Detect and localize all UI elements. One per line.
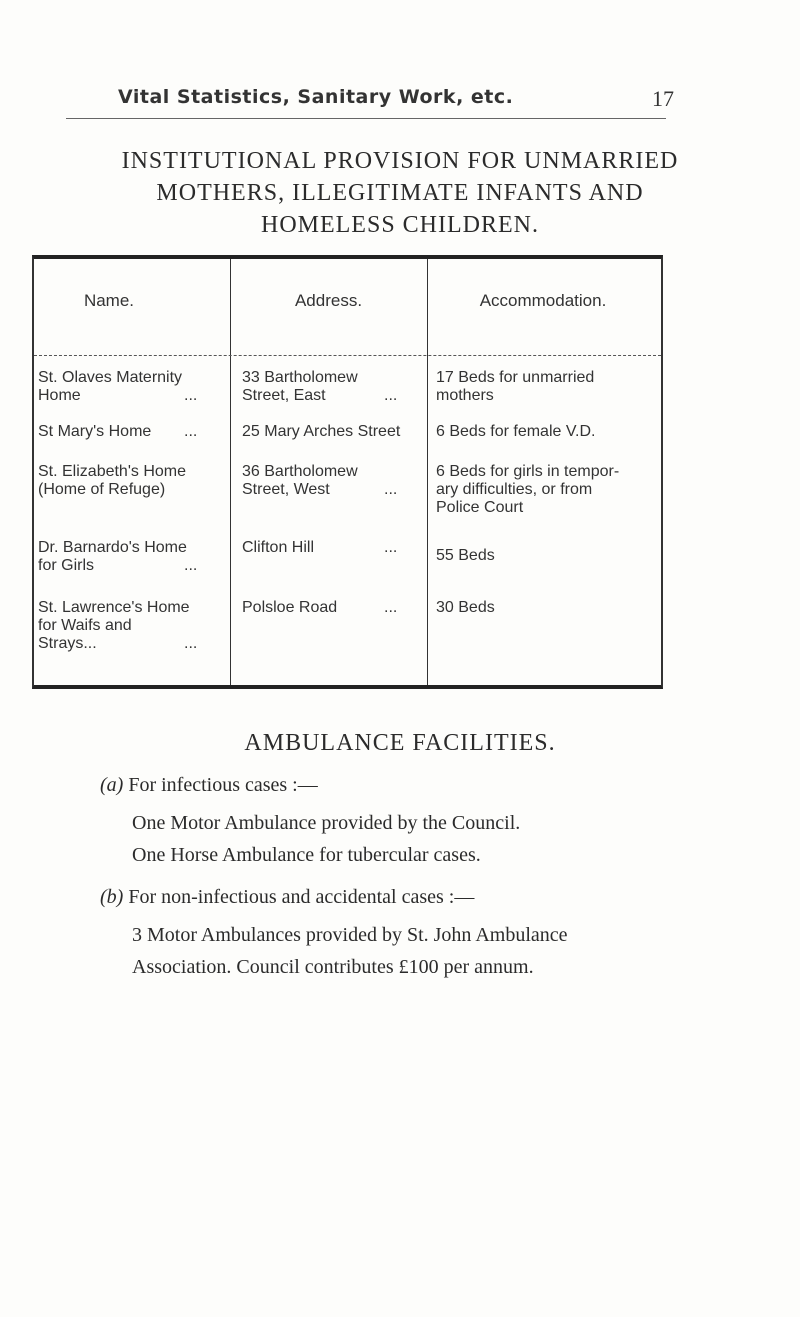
ambulance-a-heading	[100, 774, 780, 797]
ambulance-b-line-1: 3 Motor Ambulances provided by St. John Ambulance	[132, 924, 568, 946]
cell-address: 33 Bartholomew Street, East	[242, 369, 358, 404]
cell-accommodation: 30 Beds	[436, 599, 495, 616]
item-marker-b: (b)	[100, 886, 124, 908]
leader-dots: ...	[384, 599, 398, 616]
cell-address: Polsloe Road	[242, 599, 338, 616]
leader-dots: ...	[384, 387, 398, 404]
ambulance-a-line-1: One Motor Ambulance provided by the Council.	[132, 812, 521, 834]
cell-name: St. Elizabeth's Home (Home of Refuge)	[38, 463, 187, 498]
column-divider	[427, 259, 428, 685]
leader-dots: ...	[184, 557, 198, 574]
ambulance-b-heading	[100, 886, 780, 909]
column-header-address: Address.	[294, 291, 363, 310]
item-marker-a: (a)	[100, 774, 124, 796]
cell-address: 36 Bartholomew Street, West	[242, 463, 358, 498]
header-rule	[66, 118, 666, 119]
ambulance-a-line-2: One Horse Ambulance for tubercular cases.	[132, 844, 481, 866]
section-title-line-3: HOMELESS CHILDREN.	[260, 212, 539, 238]
cell-name: St. Lawrence's Home for Waifs and Strays...	[38, 599, 190, 652]
section-title-line-2: MOTHERS, ILLEGITIMATE INFANTS AND	[156, 180, 644, 206]
section-title-line-1: INSTITUTIONAL PROVISION FOR UNMARRIED	[121, 148, 679, 174]
institutions-table	[32, 255, 663, 689]
item-b-text: For non-infectious and accidental cases :—	[128, 886, 475, 908]
column-divider	[230, 259, 231, 685]
cell-name: St Mary's Home	[38, 423, 152, 440]
running-head-title: Vital Statistics, Sanitary Work, etc.	[118, 86, 514, 108]
cell-address: 25 Mary Arches Street	[242, 423, 401, 440]
running-head	[0, 86, 800, 116]
item-a-text: For infectious cases :—	[128, 774, 318, 796]
cell-accommodation: 55 Beds	[436, 547, 495, 564]
cell-address: Clifton Hill	[242, 539, 315, 556]
ambulance-title: AMBULANCE FACILITIES.	[244, 730, 556, 756]
page-number: 17	[652, 86, 674, 111]
leader-dots: ...	[384, 539, 398, 556]
cell-accommodation: 6 Beds for girls in tempor- ary difficulties, or from Police Court	[436, 463, 620, 516]
leader-dots: ...	[184, 387, 198, 404]
cell-name: Dr. Barnardo's Home for Girls	[38, 539, 187, 574]
ambulance-b-line-2: Association. Council contributes £100 per annum.	[132, 956, 534, 978]
leader-dots: ...	[184, 635, 198, 652]
cell-name: St. Olaves Maternity Home	[38, 369, 183, 404]
cell-accommodation: 6 Beds for female V.D.	[436, 423, 596, 440]
cell-accommodation: 17 Beds for unmarried mothers	[436, 369, 595, 404]
leader-dots: ...	[384, 481, 398, 498]
header-divider	[34, 355, 661, 356]
column-header-accommodation: Accommodation.	[479, 291, 607, 310]
column-header-name: Name.	[83, 291, 135, 310]
leader-dots: ...	[184, 423, 198, 440]
